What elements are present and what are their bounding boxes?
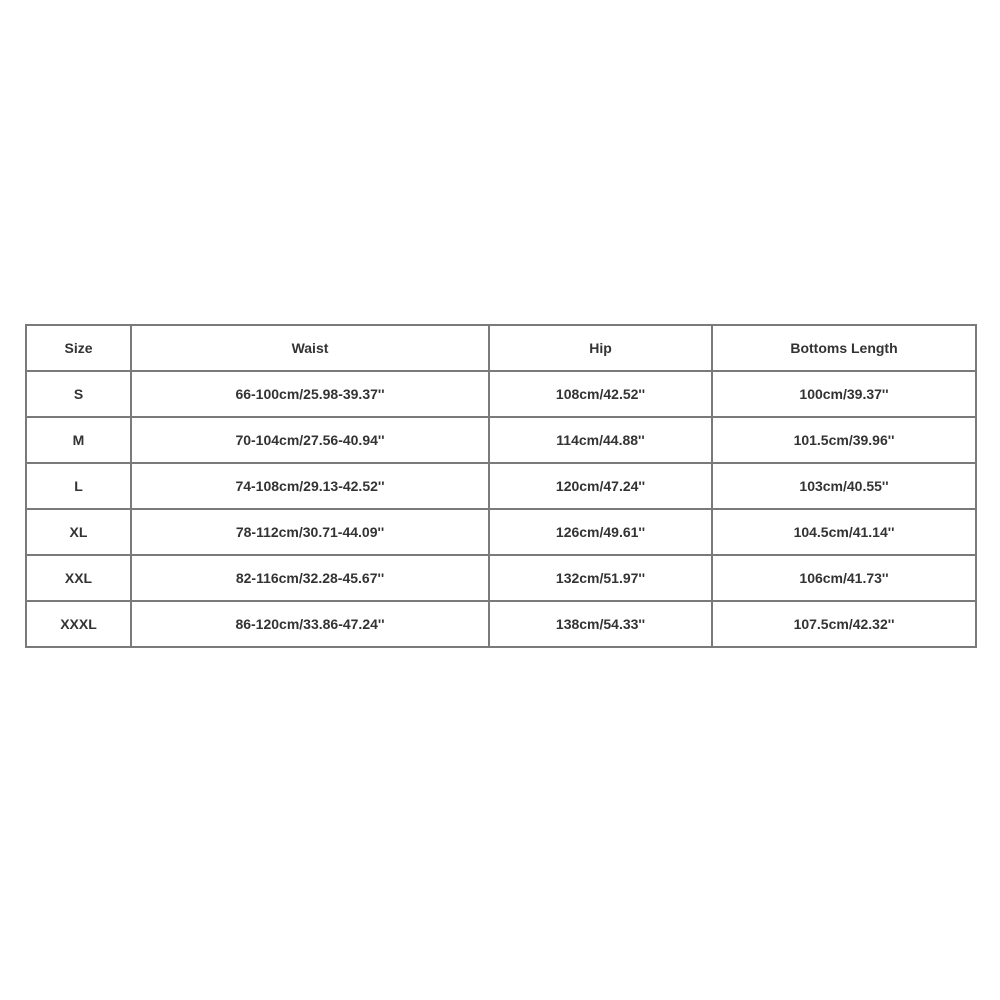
cell-size: XL <box>26 509 131 555</box>
cell-bottoms-length: 104.5cm/41.14'' <box>712 509 976 555</box>
cell-size: XXXL <box>26 601 131 647</box>
cell-waist: 78-112cm/30.71-44.09'' <box>131 509 489 555</box>
cell-waist: 70-104cm/27.56-40.94'' <box>131 417 489 463</box>
cell-hip: 138cm/54.33'' <box>489 601 712 647</box>
cell-waist: 86-120cm/33.86-47.24'' <box>131 601 489 647</box>
cell-bottoms-length: 101.5cm/39.96'' <box>712 417 976 463</box>
table-row <box>26 509 976 555</box>
cell-bottoms-length: 103cm/40.55'' <box>712 463 976 509</box>
cell-size: XXL <box>26 555 131 601</box>
cell-bottoms-length: 100cm/39.37'' <box>712 371 976 417</box>
cell-waist: 74-108cm/29.13-42.52'' <box>131 463 489 509</box>
cell-hip: 108cm/42.52'' <box>489 371 712 417</box>
cell-size: M <box>26 417 131 463</box>
size-chart-header <box>26 325 976 371</box>
cell-waist: 82-116cm/32.28-45.67'' <box>131 555 489 601</box>
cell-hip: 132cm/51.97'' <box>489 555 712 601</box>
size-chart-table <box>25 324 977 648</box>
cell-size: L <box>26 463 131 509</box>
header-waist: Waist <box>131 325 489 371</box>
header-size: Size <box>26 325 131 371</box>
header-hip: Hip <box>489 325 712 371</box>
table-row <box>26 371 976 417</box>
header-row <box>26 325 976 371</box>
table-row <box>26 417 976 463</box>
table-row <box>26 463 976 509</box>
cell-hip: 114cm/44.88'' <box>489 417 712 463</box>
cell-bottoms-length: 107.5cm/42.32'' <box>712 601 976 647</box>
header-bottoms-length: Bottoms Length <box>712 325 976 371</box>
table-row <box>26 555 976 601</box>
size-chart-body <box>26 371 976 647</box>
cell-hip: 126cm/49.61'' <box>489 509 712 555</box>
cell-size: S <box>26 371 131 417</box>
cell-hip: 120cm/47.24'' <box>489 463 712 509</box>
cell-bottoms-length: 106cm/41.73'' <box>712 555 976 601</box>
cell-waist: 66-100cm/25.98-39.37'' <box>131 371 489 417</box>
table-row <box>26 601 976 647</box>
